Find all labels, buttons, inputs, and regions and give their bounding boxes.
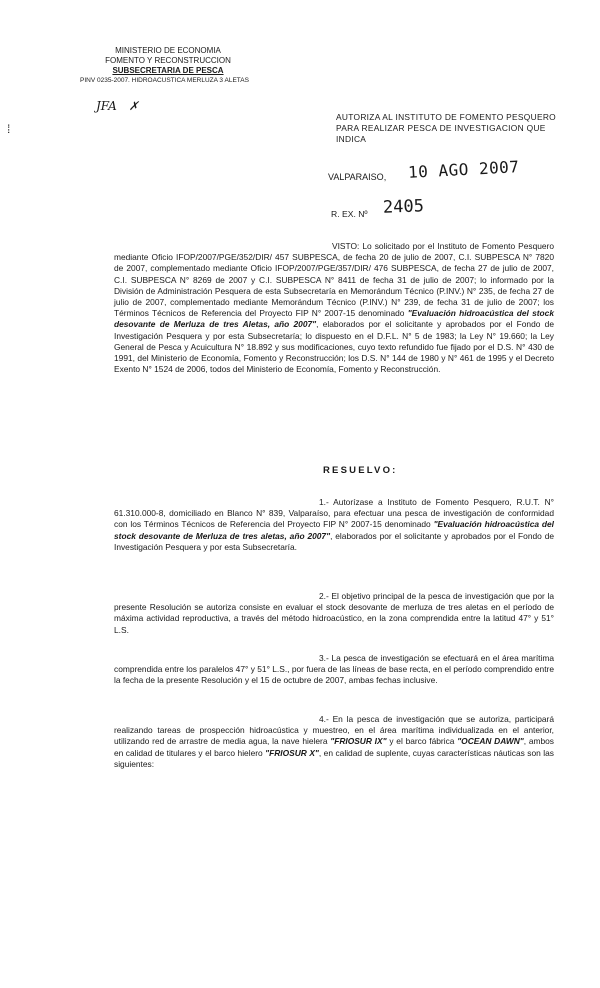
visto-heading: VISTO: [332,241,360,251]
letterhead [80,46,252,86]
subsecretaria-line: SUBSECRETARIA DE PESCA [112,66,224,75]
article-1: 1.- Autorízase a Instituto de Fomento Pesquero, R.U.T. N° 61.310.000-8, domiciliado en Blanco N° 839, Valparaíso, para efectuar una pesca de investigación de conformidad con los Términos Técnicos de Referencia del Proyecto FIP N° 2007-15 denominado "Evaluación hidroacústica del stock desovante de Merluza de tres aletas, año 2007", elaborados por el solicitante y aprobados por el Fondo de Investigación Pesquera y por esta Subsecretaría. [114,497,555,552]
vessel-name: "FRIOSUR IX" [330,736,387,747]
resolution-number-stamp: 2405 [382,196,425,218]
resolution-subject: AUTORIZA AL INSTITUTO DE FOMENTO PESQUERO PARA REALIZAR PESCA DE INVESTIGACION QUE INDICA [336,112,556,144]
resuelvo-heading: RESUELVO: [323,465,398,476]
place-label: VALPARAISO, [328,172,387,182]
project-title: "Evaluación hidroacústica del stock desovante de Merluza de tres Aletas, año 2007" [114,308,554,330]
file-reference: PINV 0235-2007. HIDROACUSTICA MERLUZA 3 ALETAS [80,77,249,84]
vessel-name: "OCEAN DAWN" [457,736,524,747]
resolution-number-label: R. EX. Nº [331,209,368,219]
ministry-line: MINISTERIO DE ECONOMIA [115,46,221,55]
article-3: 3.- La pesca de investigación se efectuará en el área marítima comprendida entre los paralelos 47° y 51° L.S., por fuera de las líneas de base recta, en el período comprendido entre la fecha de la presente Resolución y el 15 de octubre de 2007, ambas fechas inclusive. [114,653,554,686]
handwritten-initials: JFA ✗ [96,99,139,113]
article-4: 4.- En la pesca de investigación que se autoriza, participará realizando tareas de prospección hidroacústica y muestreo, en el área marítima individualizada en el anterior, utilizando red de arrastre de media agua, la nave hielera "FRIOSUR IX" y el barco fábrica "OCEAN DAWN", ambos en calidad de titulares y el barco hielero "FRIOSUR X", en calidad de suplente, cuyas características náuticas son las siguientes: [114,714,554,769]
margin-mark: ⁞ [7,122,11,136]
date-stamp: 10 AGO 2007 [407,157,520,182]
visto-paragraph: VISTO: Lo solicitado por el Instituto de Fomento Pesquero mediante Oficio IFOP/2007/PGE/352/DIR/ 457 SUBPESCA, de fecha 20 de julio de 2007, C.I. SUBPESCA N° 7820 de 2007, complementado mediante Oficio IFOP/2007/PGE/357/DIR/ 476 SUBPESCA, de fecha 27 de julio de 2007, C.I. SUBPESCA N° 8269 de 2007 y C.I. SUBPESCA N° 8411 de fecha 31 de julio de 2007; lo informado por la División de Administración Pesquera de esta Subsecretaría en Memorándum Técnico (P.INV.) N° 235, de fecha 27 de julio de 2007, complementado mediante Memorándum Técnico (P.INV.) N° 239, de fecha 31 de julio de 2007; los Términos Técnicos de Referencia del Proyecto FIP N° 2007-15 denominado "Evaluación hidroacústica del stock desovante de Merluza de tres Aletas, año 2007", elaborados por el solicitante y aprobados por el Fondo de Investigación Pesquera y por esta Subsecretaría; lo dispuesto en el D.F.L. N° 5 de 1983; la Ley N° 19.660; la Ley General de Pesca y Acuicultura N° 18.892 y sus modificaciones, cuyo texto refundido fue fijado por el D.S. N° 430 de 1991, del Ministerio de Economía, Fomento y Reconstrucción; los D.S. N° 144 de 1980 y N° 461 de 1995 y el Decreto Exento N° 1524 de 2006, todos del Ministerio de Economía, Fomento y Reconstrucción. [114,241,555,375]
vessel-name: "FRIOSUR X" [265,747,319,758]
article-2: 2.- El objetivo principal de la pesca de investigación que por la presente Resolución se autoriza consiste en evaluar el stock desovante de merluza de tres aletas en el período de máxima actividad reproductiva, a través del método hidroacústico, en la zona comprendida entre la latitud 47° y 51° L.S. [114,591,554,635]
ministry-line-2: FOMENTO Y RECONSTRUCCION [105,56,231,65]
project-title: "Evaluación hidroacústica del stock desovante de Merluza de tres aletas, año 2007" [114,519,554,541]
